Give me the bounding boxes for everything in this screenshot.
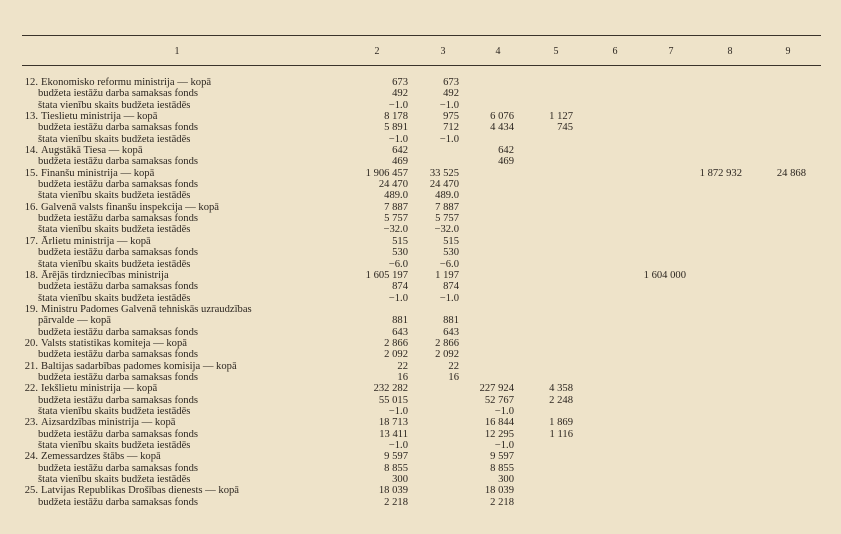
row-label [24, 236, 151, 247]
row-label-text: štata vienību skaits budžeta iestādēs [38, 258, 191, 270]
row-number: 17. [24, 235, 38, 247]
cell-col-4: 227 924 [479, 383, 514, 395]
cell-col-2: 8 855 [384, 462, 408, 474]
cell-col-2: 492 [392, 88, 408, 100]
cell-col-2: 18 039 [378, 485, 408, 497]
row-label [38, 440, 190, 451]
cell-col-4: 469 [498, 156, 514, 168]
header-top-rule [22, 35, 821, 36]
cell-col-3: 975 [443, 111, 459, 123]
cell-col-2: 673 [392, 77, 408, 88]
row-label [38, 213, 198, 224]
cell-col-2: −1.0 [388, 405, 408, 417]
row-label [24, 304, 252, 315]
row-label-text: štata vienību skaits budžeta iestādēs [38, 292, 191, 304]
row-label-text: štata vienību skaits budžeta iestādēs [38, 133, 191, 145]
row-label-text: budžeta iestāžu darba samaksas fonds [38, 213, 199, 225]
row-label [24, 168, 154, 179]
cell-col-2: 2 092 [384, 349, 408, 361]
row-label [24, 77, 211, 88]
row-label [24, 338, 187, 349]
cell-col-2: 469 [392, 156, 408, 168]
row-label [38, 281, 198, 292]
row-label-text: Ekonomisko reformu ministrija — kopā [41, 77, 212, 88]
column-header-9: 9 [785, 46, 791, 57]
cell-col-4: 12 295 [484, 428, 514, 440]
cell-col-9: 24 868 [776, 167, 806, 179]
row-label [38, 327, 198, 338]
row-label-text: Aizsardzības ministrija — kopā [41, 417, 176, 429]
row-label-text: budžeta iestāžu darba samaksas fonds [38, 179, 199, 191]
row-label-text: budžeta iestāžu darba samaksas fonds [38, 88, 199, 100]
row-label [38, 247, 198, 258]
row-label-text: Baltijas sadarbības padomes komisija — kopā [41, 360, 237, 372]
cell-col-3: 489.0 [435, 190, 459, 202]
cell-col-5: 1 116 [549, 428, 573, 440]
table-row [0, 338, 841, 349]
cell-col-2: 13 411 [379, 428, 408, 440]
table-row [0, 111, 841, 122]
column-header-6: 6 [612, 46, 618, 57]
row-label-text: Ārlietu ministrija — kopā [41, 235, 151, 247]
cell-col-4: 642 [498, 145, 514, 157]
row-label [38, 315, 111, 326]
row-number: 23. [24, 417, 38, 429]
row-label-text: Finanšu ministrija — kopā [41, 167, 155, 179]
row-label-text: Latvijas Republikas Drošības dienests — kopā [41, 485, 240, 497]
table-row [0, 134, 841, 145]
cell-col-2: −1.0 [388, 292, 408, 304]
cell-col-2: −6.0 [388, 258, 408, 270]
cell-col-3: 2 866 [435, 337, 459, 349]
cell-col-2: 232 282 [373, 383, 408, 395]
table-row [0, 236, 841, 247]
table-row [0, 406, 841, 417]
row-number: 21. [24, 360, 38, 372]
cell-col-3: 22 [448, 360, 459, 372]
cell-col-2: −1.0 [388, 440, 408, 451]
row-label [24, 202, 219, 213]
table-row [0, 213, 841, 224]
row-label [38, 156, 198, 167]
cell-col-2: 2 218 [384, 496, 408, 508]
row-label-text: štata vienību skaits budžeta iestādēs [38, 440, 191, 451]
row-number: 14. [24, 145, 38, 157]
cell-col-5: 2 248 [549, 394, 573, 406]
table-row [0, 451, 841, 462]
table-row [0, 463, 841, 474]
cell-col-3: 33 525 [429, 167, 459, 179]
cell-col-2: 874 [392, 281, 408, 293]
cell-col-3: 7 887 [435, 201, 459, 213]
table-row [0, 485, 841, 496]
table-row [0, 270, 841, 281]
row-label-text: budžeta iestāžu darba samaksas fonds [38, 371, 199, 383]
table-row [0, 145, 841, 156]
row-number: 22. [24, 383, 38, 395]
cell-col-3: 24 470 [429, 179, 459, 191]
row-label-text: budžeta iestāžu darba samaksas fonds [38, 496, 199, 508]
row-label [38, 406, 190, 417]
cell-col-2: 55 015 [378, 394, 408, 406]
cell-col-3: 5 757 [435, 213, 459, 225]
row-label [38, 88, 198, 99]
table-row [0, 440, 841, 451]
cell-col-4: 2 218 [490, 496, 514, 508]
table-row [0, 190, 841, 201]
cell-col-2: 530 [392, 247, 408, 259]
row-label-text: štata vienību skaits budžeta iestādēs [38, 99, 191, 111]
table-row [0, 315, 841, 326]
cell-col-5: 1 127 [549, 111, 573, 123]
cell-col-2: 515 [392, 235, 408, 247]
row-label-text: Ministru Padomes Galvenā tehniskās uzraudzības [41, 303, 252, 315]
cell-col-2: 8 178 [384, 111, 408, 123]
row-number: 19. [24, 303, 38, 315]
cell-col-2: 2 866 [384, 337, 408, 349]
row-label-text: Valsts statistikas komiteja — kopā [41, 337, 187, 349]
cell-col-2: 642 [392, 145, 408, 157]
row-label [38, 224, 190, 235]
row-number: 16. [24, 201, 38, 213]
table-row [0, 168, 841, 179]
row-label [38, 429, 198, 440]
row-number: 15. [24, 167, 38, 179]
row-label-text: štata vienību skaits budžeta iestādēs [38, 190, 191, 202]
cell-col-7: 1 604 000 [643, 269, 686, 281]
row-label [38, 474, 190, 485]
table-row [0, 88, 841, 99]
row-label-text: štata vienību skaits budžeta iestādēs [38, 474, 191, 486]
table-row [0, 349, 841, 360]
column-header-1: 1 [174, 46, 180, 57]
cell-col-3: 16 [448, 371, 459, 383]
cell-col-4: 300 [498, 474, 514, 486]
row-number: 25. [24, 485, 38, 497]
column-header-3: 3 [440, 46, 446, 57]
cell-col-4: 9 597 [490, 451, 514, 463]
cell-col-3: 492 [443, 88, 459, 100]
row-label [38, 190, 190, 201]
cell-col-3: 515 [443, 235, 459, 247]
cell-col-4: 4 434 [490, 122, 514, 134]
column-header-8: 8 [727, 46, 733, 57]
cell-col-2: 7 887 [384, 201, 408, 213]
row-label-text: Tieslietu ministrija — kopā [41, 111, 158, 123]
table-row [0, 100, 841, 111]
cell-col-4: −1.0 [494, 440, 514, 451]
cell-col-3: −1.0 [439, 292, 459, 304]
row-label [38, 372, 198, 383]
row-label [24, 485, 239, 496]
row-label [24, 383, 157, 394]
row-label [24, 145, 143, 156]
cell-col-4: 8 855 [490, 462, 514, 474]
table-row [0, 224, 841, 235]
cell-col-2: −1.0 [388, 133, 408, 145]
row-label-text: Ārējās tirdzniecības ministrija [41, 269, 169, 281]
cell-col-4: 52 767 [484, 394, 514, 406]
column-header-4: 4 [495, 46, 501, 57]
row-number: 20. [24, 337, 38, 349]
row-label-text: budžeta iestāžu darba samaksas fonds [38, 247, 199, 259]
cell-col-3: 643 [443, 326, 459, 338]
cell-col-4: 16 844 [484, 417, 514, 429]
header-bottom-rule [22, 65, 821, 66]
row-label [24, 111, 157, 122]
row-label [38, 259, 190, 270]
column-header-7: 7 [668, 46, 674, 57]
row-label [24, 270, 169, 281]
row-label-text: budžeta iestāžu darba samaksas fonds [38, 326, 199, 338]
cell-col-3: 673 [443, 77, 459, 88]
row-label-text: budžeta iestāžu darba samaksas fonds [38, 281, 199, 293]
cell-col-2: 1 906 457 [365, 167, 408, 179]
table-row [0, 281, 841, 292]
table-row [0, 247, 841, 258]
cell-col-2: 489.0 [384, 190, 408, 202]
table-row [0, 361, 841, 372]
row-label [24, 417, 175, 428]
cell-col-4: 18 039 [484, 485, 514, 497]
table-row [0, 122, 841, 133]
cell-col-2: −1.0 [388, 99, 408, 111]
cell-col-3: −1.0 [439, 133, 459, 145]
cell-col-2: 5 757 [384, 213, 408, 225]
table-row [0, 156, 841, 167]
table-row [0, 474, 841, 485]
table-row [0, 372, 841, 383]
cell-col-2: −32.0 [383, 224, 408, 236]
cell-col-2: 24 470 [378, 179, 408, 191]
row-label [38, 122, 198, 133]
cell-col-2: 643 [392, 326, 408, 338]
row-label-text: budžeta iestāžu darba samaksas fonds [38, 394, 199, 406]
cell-col-5: 4 358 [549, 383, 573, 395]
cell-col-3: −6.0 [439, 258, 459, 270]
row-label [38, 100, 190, 111]
cell-col-2: 18 713 [378, 417, 408, 429]
cell-col-3: 881 [443, 315, 459, 327]
table-row [0, 202, 841, 213]
row-label-text: budžeta iestāžu darba samaksas fonds [38, 349, 199, 361]
cell-col-2: 1 605 197 [365, 269, 408, 281]
table-row [0, 417, 841, 428]
row-label [38, 134, 190, 145]
cell-col-4: 6 076 [490, 111, 514, 123]
column-header-5: 5 [553, 46, 559, 57]
cell-col-3: 1 197 [435, 269, 459, 281]
cell-col-2: 22 [397, 360, 408, 372]
row-label-text: budžeta iestāžu darba samaksas fonds [38, 462, 199, 474]
row-label [38, 395, 198, 406]
cell-col-3: 2 092 [435, 349, 459, 361]
row-label [24, 361, 237, 372]
cell-col-2: 300 [392, 474, 408, 486]
cell-col-3: −1.0 [439, 99, 459, 111]
cell-col-2: 16 [397, 371, 408, 383]
cell-col-8: 1 872 932 [699, 167, 742, 179]
row-label-text: budžeta iestāžu darba samaksas fonds [38, 156, 199, 168]
row-number: 24. [24, 451, 38, 463]
table-row [0, 259, 841, 270]
table-row [0, 395, 841, 406]
row-number: 13. [24, 111, 38, 123]
row-label-text: Iekšlietu ministrija — kopā [41, 383, 158, 395]
table-row [0, 497, 841, 508]
row-label-text: budžeta iestāžu darba samaksas fonds [38, 122, 199, 134]
table-row [0, 77, 841, 88]
cell-col-2: 9 597 [384, 451, 408, 463]
row-label-text: pārvalde — kopā [38, 315, 111, 327]
column-header-2: 2 [374, 46, 380, 57]
table-row [0, 383, 841, 394]
row-label-text: štata vienību skaits budžeta iestādēs [38, 224, 191, 236]
cell-col-3: 712 [443, 122, 459, 134]
cell-col-2: 881 [392, 315, 408, 327]
row-label-text: budžeta iestāžu darba samaksas fonds [38, 428, 199, 440]
cell-col-3: 530 [443, 247, 459, 259]
table-row [0, 179, 841, 190]
row-label [38, 293, 190, 304]
row-label-text: Galvenā valsts finanšu inspekcija — kopā [41, 201, 219, 213]
row-number: 18. [24, 269, 38, 281]
cell-col-3: −32.0 [434, 224, 459, 236]
row-label [24, 451, 161, 462]
row-number: 12. [24, 77, 38, 88]
column-header-row [0, 46, 841, 58]
table-row [0, 429, 841, 440]
row-label-text: Zemessardzes štābs — kopā [41, 451, 161, 463]
row-label-text: Augstākā Tiesa — kopā [41, 145, 143, 157]
row-label [38, 349, 198, 360]
table-row [0, 327, 841, 338]
row-label [38, 497, 198, 508]
cell-col-5: 1 869 [549, 417, 573, 429]
row-label [38, 463, 198, 474]
cell-col-5: 745 [557, 122, 573, 134]
table-row [0, 304, 841, 315]
table-row [0, 293, 841, 304]
row-label [38, 179, 198, 190]
row-label-text: štata vienību skaits budžeta iestādēs [38, 405, 191, 417]
cell-col-2: 5 891 [384, 122, 408, 134]
cell-col-3: 874 [443, 281, 459, 293]
budget-table-body [0, 77, 841, 508]
cell-col-4: −1.0 [494, 405, 514, 417]
